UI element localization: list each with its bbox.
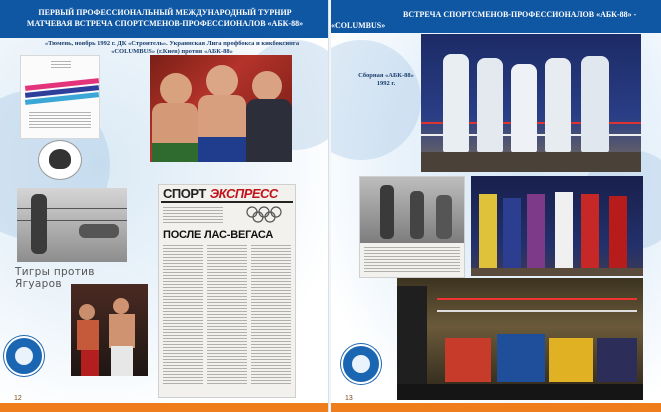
fighter-head — [160, 73, 192, 105]
left-page-header — [0, 0, 330, 38]
event-caption-line-1: «Тюмень, ноябрь 1992 г. ДК «Строитель». Украинская Лига профбокса и кикбоксинга — [44, 40, 300, 47]
glove-icon — [49, 149, 71, 169]
event-caption-line-2: «COLUMBUS» (г.Киев) против «АБК-88» — [111, 48, 233, 55]
fighters-portrait-photo — [150, 55, 292, 162]
team-caption-line-2: 1992 г. — [376, 80, 396, 87]
team-member — [443, 54, 469, 152]
sponsor-banner — [497, 334, 545, 382]
glove-emblem — [38, 140, 82, 180]
ring-floor — [421, 152, 641, 172]
document-scan — [20, 55, 100, 139]
fight-action-photo — [71, 284, 148, 376]
lineup-fighter — [503, 198, 521, 268]
boxer-body — [109, 314, 135, 348]
fighter-jacket — [246, 99, 292, 162]
team-caption — [351, 72, 421, 88]
clipping-photo — [360, 177, 464, 243]
sponsor-banner — [597, 338, 637, 382]
masthead-sport: СПОРТ — [163, 186, 206, 201]
team-member — [511, 64, 537, 152]
fighter-shorts — [152, 143, 198, 162]
person-figure — [436, 195, 452, 239]
boxer-trunks — [111, 346, 133, 376]
masthead-rule — [161, 201, 293, 203]
right-page-number: 13 — [345, 395, 353, 402]
sponsor-banner — [549, 338, 593, 382]
bw-newspaper-clipping — [359, 176, 465, 278]
left-page-number: 12 — [14, 395, 22, 402]
abk88-logo — [341, 344, 381, 384]
newspaper-headline: ПОСЛЕ ЛАС-ВЕГАСА — [163, 229, 274, 241]
event-caption — [36, 40, 308, 56]
lineup-fighter — [479, 194, 497, 268]
background-ball — [331, 40, 421, 160]
ring-bw-photo — [17, 188, 127, 262]
clipping-headline-tigers: Тигры против Ягуаров — [15, 266, 95, 290]
team-abk88-photo — [421, 34, 641, 172]
lineup-fighter — [555, 192, 573, 268]
person-figure — [410, 191, 424, 239]
newspaper-column-1 — [163, 245, 203, 385]
lineup-fighter — [609, 196, 627, 268]
boxer-head — [113, 298, 129, 314]
left-bottom-bar — [0, 403, 330, 412]
newspaper-column-3 — [251, 245, 291, 385]
right-header-text: ВСТРЕЧА СПОРТСМЕНОВ-ПРОФЕССИОНАЛОВ «АБК-88» - «COLUMBUS» — [331, 10, 637, 30]
left-header-line-2: МАТЧЕВАЯ ВСТРЕЧА СПОРТСМЕНОВ-ПРОФЕССИОНАЛОВ «АБК-88» — [26, 19, 304, 28]
ring-rope — [437, 310, 637, 312]
boxer-head — [79, 304, 95, 320]
masthead-express: ЭКСПРЕСС — [209, 186, 278, 201]
sponsor-banner — [445, 338, 491, 382]
left-header-line-1: ПЕРВЫЙ ПРОФЕССИОНАЛЬНЫЙ МЕЖДУНАРОДНЫЙ ТУРНИР — [38, 8, 292, 17]
boxer-trunks — [81, 350, 99, 376]
newspaper-column-2 — [207, 245, 247, 385]
lineup-fighter — [581, 194, 599, 268]
right-page — [331, 0, 661, 412]
document-title-lines — [51, 61, 71, 69]
team-member — [477, 58, 503, 152]
fighter-head — [252, 71, 282, 101]
fighter-shorts — [198, 137, 246, 162]
olympic-rings-icon — [245, 205, 283, 225]
left-page — [0, 0, 330, 412]
fighters-lineup-photo — [471, 176, 643, 276]
document-text-lines — [29, 112, 91, 130]
fallen-fighter-figure — [79, 224, 119, 238]
team-member — [545, 58, 571, 152]
fighter-head — [206, 65, 238, 97]
newspaper-text-block — [163, 207, 223, 225]
team-caption-line-1: Сборная «АБК-88» — [358, 72, 414, 79]
referee-figure — [31, 194, 47, 254]
lineup-fighter — [527, 194, 545, 268]
stage-floor — [471, 268, 643, 276]
arena-photo — [397, 278, 643, 400]
team-member — [581, 56, 609, 152]
right-bottom-bar — [331, 403, 661, 412]
boxer-body — [77, 320, 99, 350]
ring-rope — [437, 298, 637, 300]
clipping-text — [364, 247, 460, 273]
newspaper-clipping — [158, 184, 296, 398]
arena-floor — [397, 384, 643, 400]
abk88-logo — [4, 336, 44, 376]
person-figure — [380, 185, 394, 239]
right-page-header — [331, 0, 661, 33]
camera-operator — [397, 286, 427, 400]
